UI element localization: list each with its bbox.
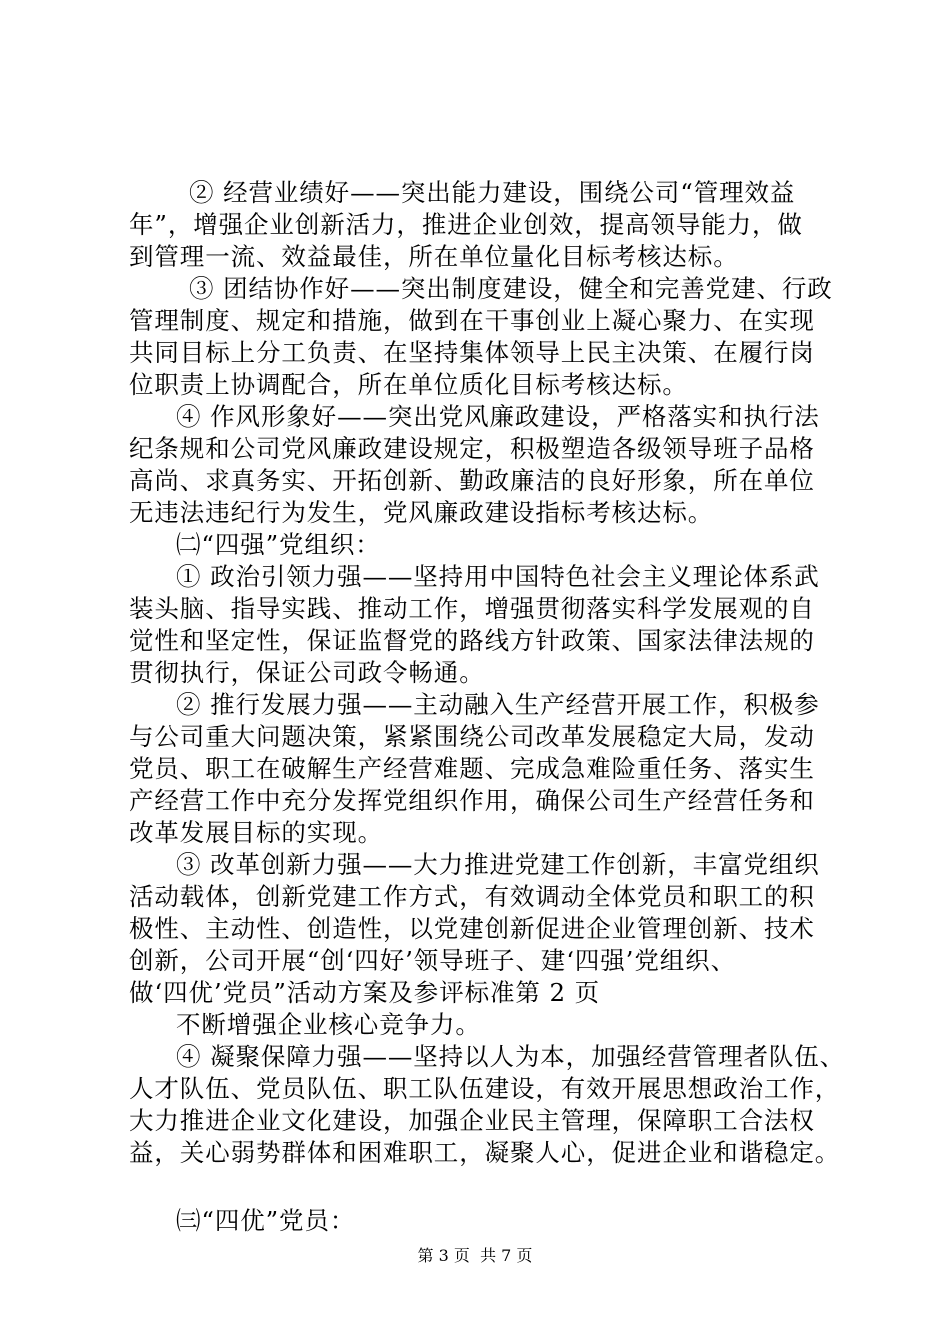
paragraph-line: 管理制度、规定和措施，做到在干事创业上凝心聚力、在实现 — [129, 306, 815, 335]
paragraph-line: ④ 作风形象好——突出党风廉政建设，严格落实和执行法 — [176, 402, 820, 431]
paragraph-line: 益，关心弱势群体和困难职工，凝聚人心，促进企业和谐稳定。 — [129, 1138, 841, 1167]
paragraph-line: 到管理一流、效益最佳，所在单位量化目标考核达标。 — [129, 242, 739, 271]
section-heading: ㈡“四强”党组织： — [176, 530, 381, 559]
page-number-footer: 第 3 页 共 7 页 — [417, 1246, 533, 1265]
paragraph-line: ① 政治引领力强——坚持用中国特色社会主义理论体系武 — [176, 562, 820, 591]
paragraph-line: 改革发展目标的实现。 — [129, 818, 383, 847]
paragraph-line: 装头脑、指导实践、推动工作，增强贯彻落实科学发展观的自 — [129, 594, 815, 623]
paragraph-line: 贯彻执行，保证公司政令畅通。 — [129, 658, 485, 687]
paragraph-line: 无违法违纪行为发生，党风廉政建设指标考核达标。 — [129, 498, 714, 527]
paragraph-line: ③ 团结协作好——突出制度建设，健全和完善党建、行政 — [189, 274, 833, 303]
paragraph-line: 位职责上协调配合，所在单位质化目标考核达标。 — [129, 370, 688, 399]
paragraph-line: 共同目标上分工负责、在坚持集体领导上民主决策、在履行岗 — [129, 338, 815, 367]
paragraph-line: 觉性和坚定性，保证监督党的路线方针政策、国家法律法规的 — [129, 626, 815, 655]
paragraph-line: ③ 改革创新力强——大力推进党建工作创新，丰富党组织 — [176, 850, 820, 879]
section-heading: ㈢“四优”党员： — [176, 1206, 356, 1235]
paragraph-line: 党员、职工在破解生产经营难题、完成急难险重任务、落实生 — [129, 754, 815, 783]
paragraph-line: 活动载体，创新党建工作方式，有效调动全体党员和职工的积 — [129, 882, 815, 911]
paragraph-line: 产经营工作中充分发挥党组织作用，确保公司生产经营任务和 — [129, 786, 815, 815]
paragraph-line: 年”，增强企业创新活力，推进企业创效，提高领导能力，做 — [129, 210, 803, 239]
paragraph-line: ② 推行发展力强——主动融入生产经营开展工作，积极参 — [176, 690, 820, 719]
paragraph-line: 大力推进企业文化建设，加强企业民主管理，保障职工合法权 — [129, 1106, 815, 1135]
paragraph-line: 与公司重大问题决策，紧紧围绕公司改革发展稳定大局，发动 — [129, 722, 815, 751]
paragraph-line: 创新，公司开展“创‘四好’领导班子、建‘四强’党组织、 — [129, 946, 736, 975]
paragraph-line: 极性、主动性、创造性，以党建创新促进企业管理创新、技术 — [129, 914, 815, 943]
paragraph-line: 纪条规和公司党风廉政建设规定，积极塑造各级领导班子品格 — [129, 434, 815, 463]
paragraph-line: 不断增强企业核心竞争力。 — [176, 1010, 481, 1039]
paragraph-line: ④ 凝聚保障力强——坚持以人为本，加强经营管理者队伍、 — [176, 1042, 846, 1071]
paragraph-line: 做‘四优’党员”活动方案及参评标准第 2 页 — [129, 978, 601, 1007]
paragraph-line: 高尚、求真务实、开拓创新、勤政廉洁的良好形象，所在单位 — [129, 466, 815, 495]
paragraph-line: 人才队伍、党员队伍、职工队伍建设，有效开展思想政治工作， — [129, 1074, 841, 1103]
paragraph-line: ② 经营业绩好——突出能力建设，围绕公司“管理效益 — [189, 178, 796, 207]
